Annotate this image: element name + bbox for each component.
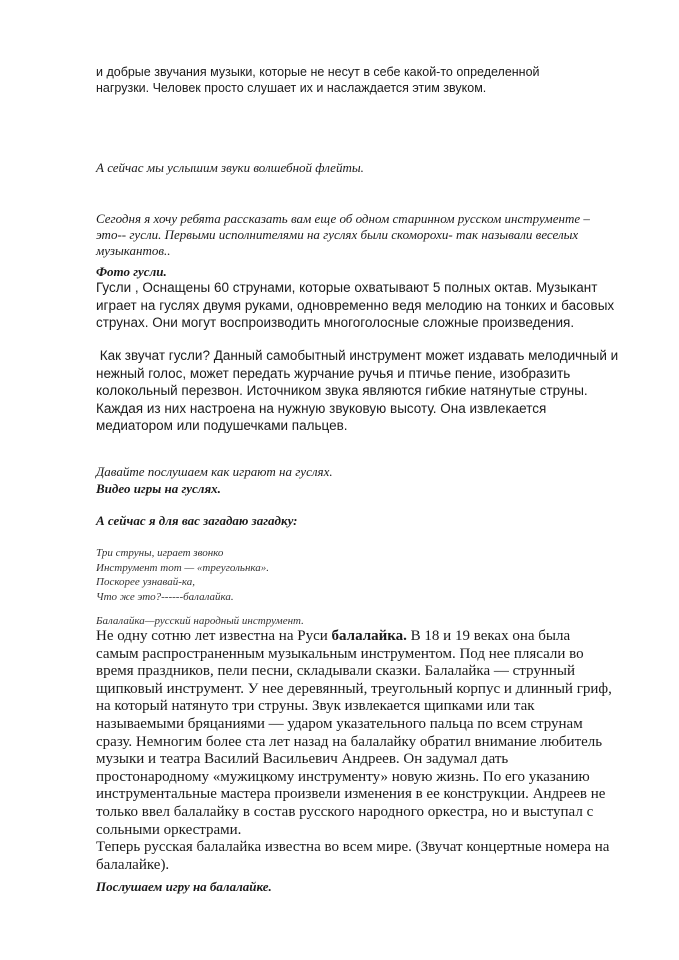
gusli-intro-line-2: это-- гусли. Первыми исполнителями на гуслях были скоморохи- так называли веселых [96,227,579,242]
photo-label: Фото гусли. [96,264,167,279]
sound-line-3: колокольный перезвон. Источником звука являются гибкие натянутые струны. [96,383,588,398]
balalaika-word: балалайка. [331,628,407,644]
gusli-line-3: струнах. Они могут воспроизводить многоголосные сложные произведения. [96,315,575,330]
riddle-intro: А сейчас я для вас загадаю загадку: [96,513,298,528]
balalaika-paragraph [96,628,656,874]
sound-line-4: Каждая из них настроена на нужную звуковую высоту. Она извлекается [96,400,547,416]
sound-paragraph [96,347,656,435]
balalaika-line-12: сольными оркестрами. [96,821,242,838]
listen-gusli-line: Давайте послушаем как играют на гуслях. [96,464,333,479]
balalaika-line-2: самым распространенным музыкальным инструментом. Под нее плясали во [96,645,584,662]
gusli-paragraph [96,279,656,332]
intro-paragraph [96,64,641,96]
sound-line-1: Как звучат гусли? Данный самобытный инструмент может издавать мелодичный и [96,348,619,363]
intro-line-2: нагрузки. Человек просто слушает их и наслаждается этим звуком. [96,81,487,95]
balalaika-caption: Балалайка—русский народный инструмент. [96,615,304,627]
riddle-line-1: Три струны, играет звонко [96,547,224,559]
listen-balalaika-line: Послушаем игру на балалайке. [96,879,272,894]
gusli-line-2: играет на гуслях двумя руками, одновременно ведя мелодию на тонких и басовых [96,297,615,313]
sound-line-5: медиатором или подушечками пальцев. [96,418,348,433]
balalaika-line-10: инструментальные мастера произвели изменения в ее конструкции. Андреев не [96,786,606,803]
riddle-poem [96,546,641,604]
gusli-intro-line-3: музыкантов.. [96,243,171,258]
balalaika-line-14: балалайке). [96,856,170,873]
balalaika-line-3: время праздников, пели песни, складывали сказки. Балалайка — струнный [96,663,576,680]
balalaika-line-6: называемыми бряцаниями — ударом указательного пальца по всем струнам [96,715,583,732]
balalaika-line-1-end: В 18 и 19 веках она была [406,628,571,644]
video-label: Видео игры на гуслях. [96,481,221,496]
balalaika-line-9: простонародному «мужицкому инструменту» новую жизнь. По его указанию [96,768,590,785]
balalaika-line-7: сразу. Немногим более ста лет назад на балалайку обратил внимание любитель [96,733,603,750]
gusli-intro-paragraph [96,211,656,259]
riddle-line-4: Что же это?------балалайка. [96,590,234,603]
balalaika-line-5: на который натянуто три струны. Звук извлекается щипками или так [96,698,535,715]
balalaika-line-1-start: Не одну сотню лет известна на Руси [96,628,332,644]
riddle-line-3: Поскорее узнавай-ка, [96,576,196,588]
balalaika-line-13: Теперь русская балалайка известна во всем мире. (Звучат концертные номера на [96,839,610,856]
balalaika-line-11: только ввел балалайку в состав русского народного оркестра, но и выступал с [96,803,594,820]
riddle-line-2: Инструмент тот — «треугольнка». [96,561,270,574]
sound-line-2: нежный голос, может передать журчание ручья и птичье пение, изобразить [96,365,571,381]
balalaika-line-8: музыки и театра Василий Васильевич Андреев. Он задумал дать [96,751,509,768]
flute-line: А сейчас мы услышим звуки волшебной флейты. [96,160,364,175]
gusli-intro-line-1: Сегодня я хочу ребята рассказать вам еще об одном старинном русском инструменте – [96,211,590,226]
gusli-line-1: Гусли , Оснащены 60 струнами, которые охватывают 5 полных октав. Музыкант [96,280,598,295]
balalaika-line-4: щипковый инструмент. У нее деревянный, треугольный корпус и длинный гриф, [96,680,612,697]
intro-line-1: и добрые звучания музыки, которые не несут в себе какой-то определенной [96,65,540,79]
